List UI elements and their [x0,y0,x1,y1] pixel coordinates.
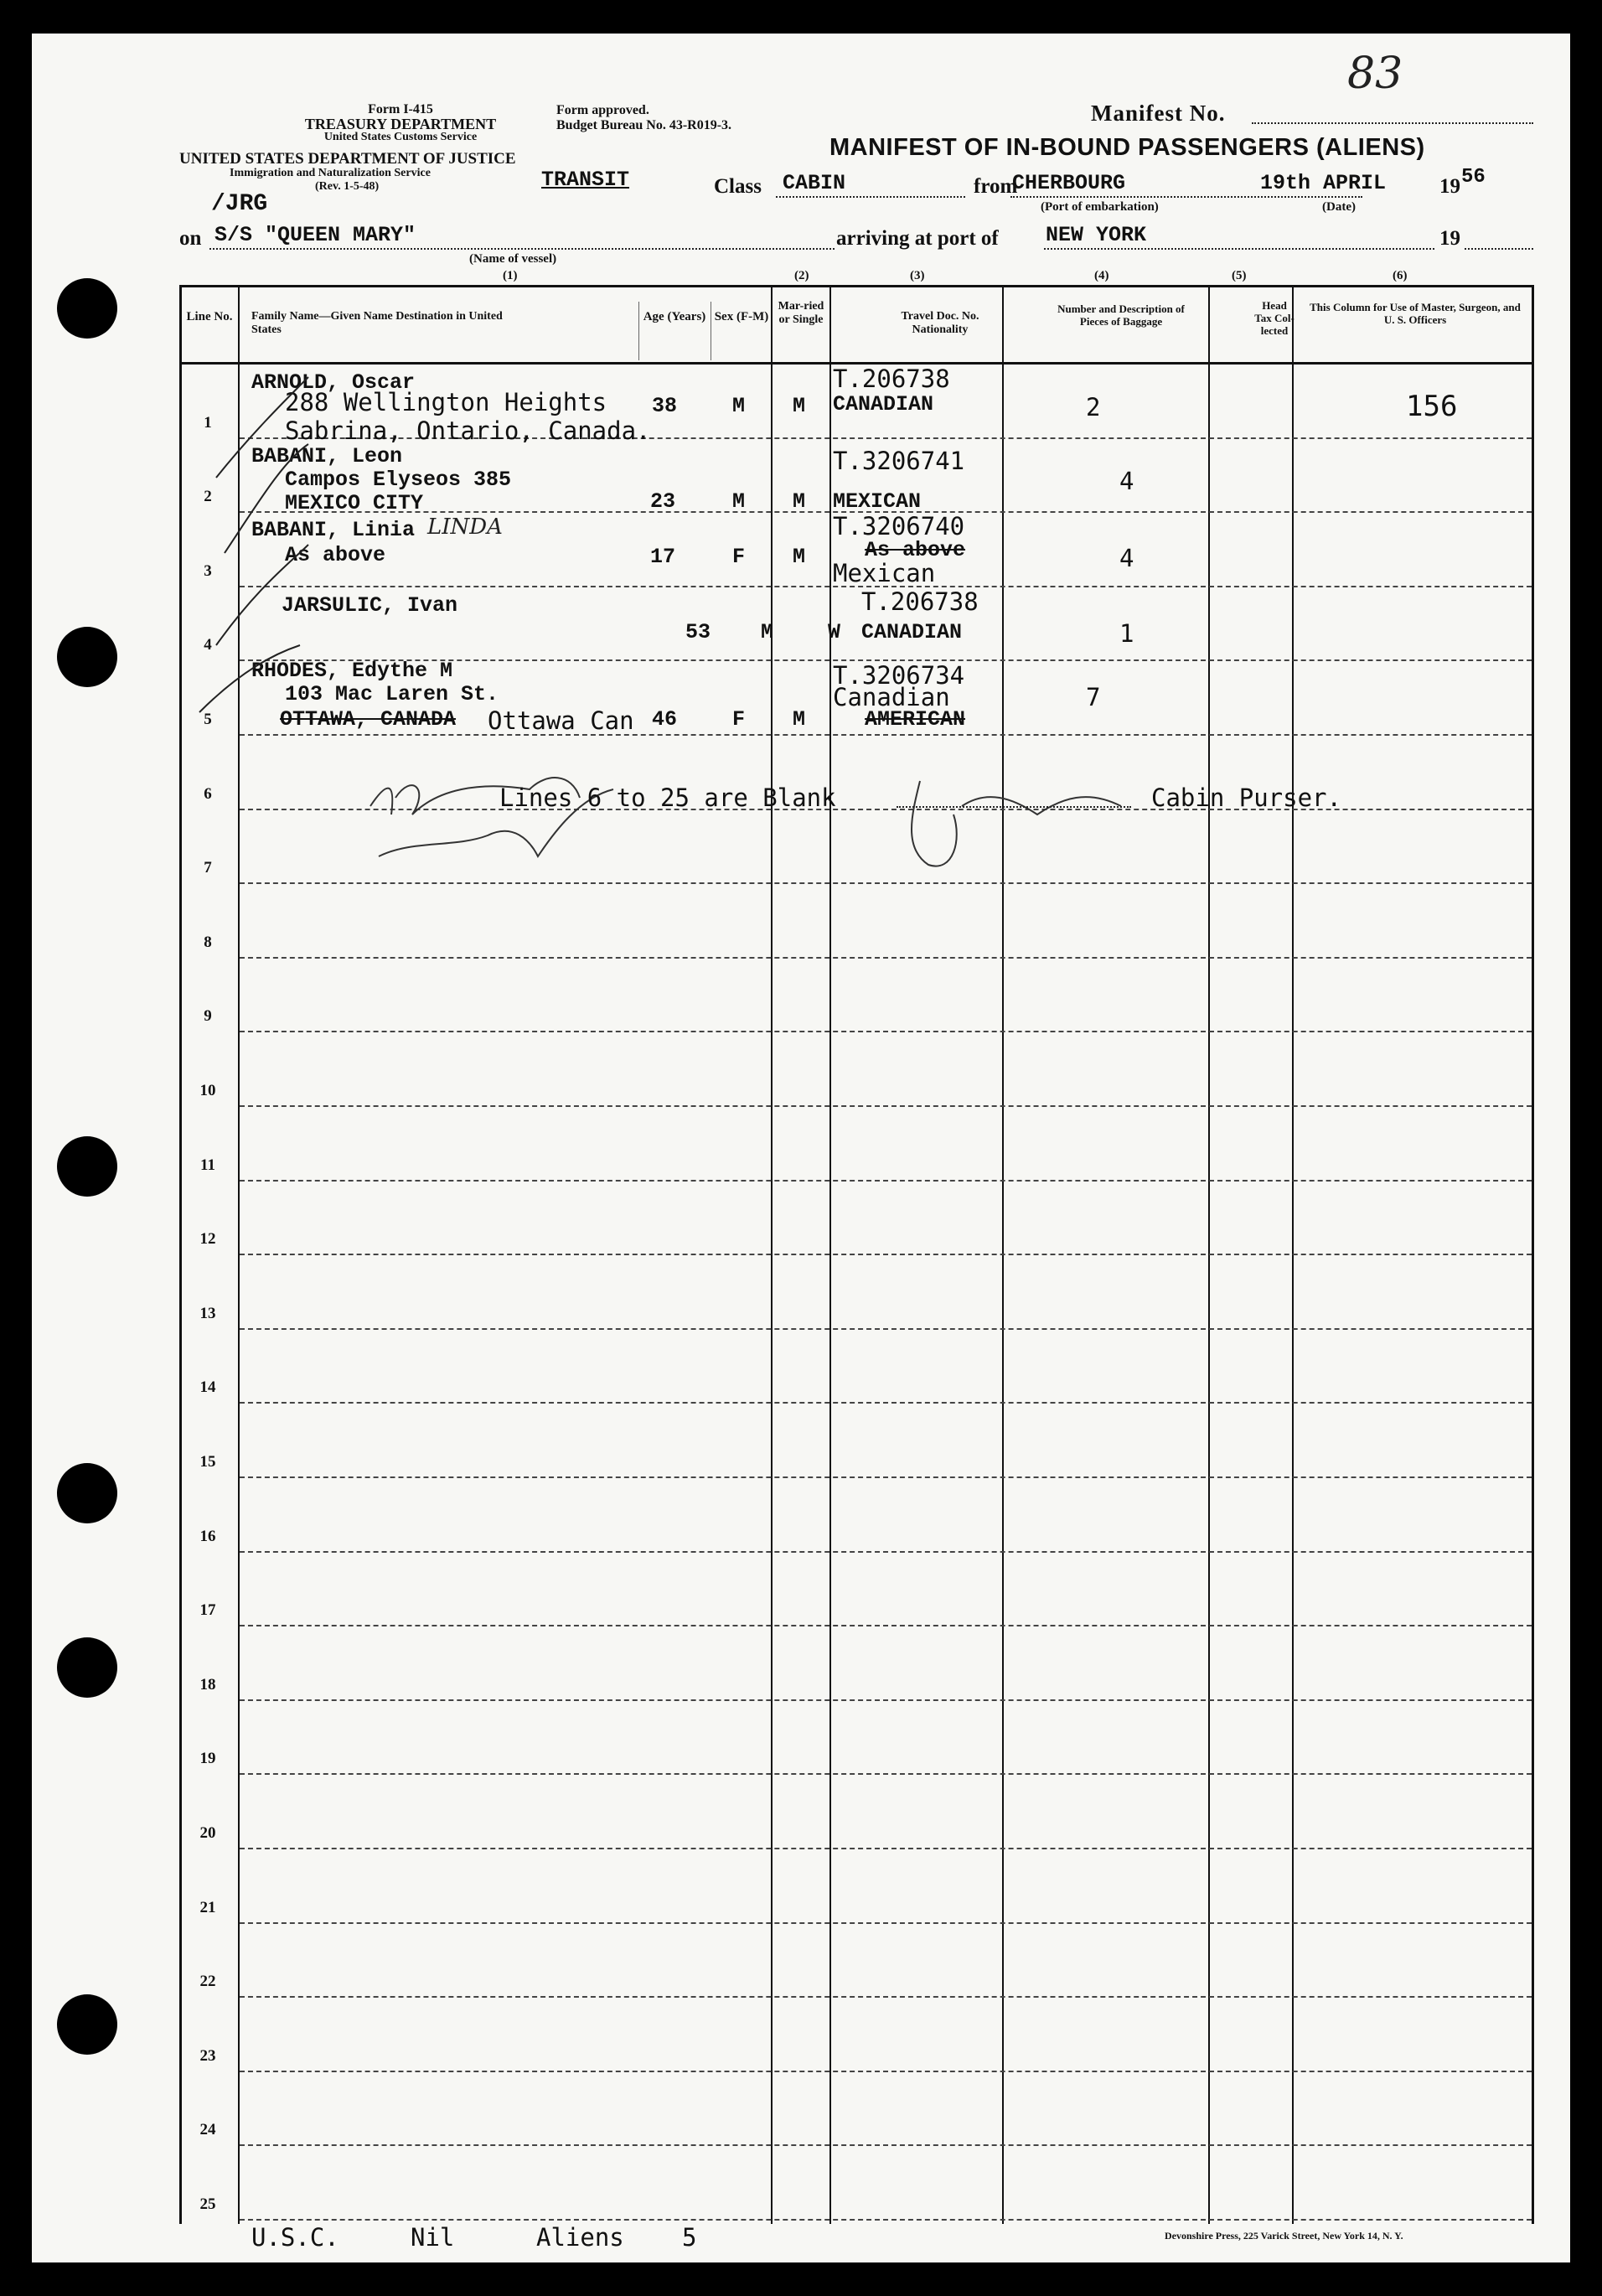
header-sex: Sex (F-M) [714,310,769,323]
table-row-separator [240,1180,1532,1182]
passenger-4-age: 53 [685,620,711,644]
passenger-2-age: 23 [650,489,676,514]
on-label: on [179,227,202,250]
vessel-line [209,248,835,250]
line-number: 7 [204,859,212,877]
customs-label: United States Customs Service [323,131,478,143]
check-mark [216,545,308,645]
colnum-1: (1) [503,269,518,282]
passenger-3-nationality: Mexican [833,559,936,587]
justice-label: UNITED STATES DEPARTMENT OF JUSTICE [179,150,516,168]
passenger-3-sex: F [732,545,746,569]
punch-hole [57,627,117,687]
table-row-separator [240,1922,1532,1924]
manifest-page [32,34,1570,2262]
footer-usc: U.S.C. [251,2223,339,2252]
printer-credit: Devonshire Press, 225 Varick Street, New York 14, N. Y. [1165,2230,1403,2242]
table-row-separator [240,734,1532,736]
table-row-separator [240,1402,1532,1404]
check-mark [199,645,300,712]
passenger-5-age: 46 [652,707,678,732]
passenger-4-marital: W [828,620,841,644]
table-row-separator [240,1551,1532,1553]
header-age: Age (Years) [643,310,706,323]
passenger-1-nationality: CANADIAN [833,392,934,416]
passenger-2-doc: T.3206741 [833,447,965,475]
check-marks [183,369,350,721]
punch-hole [57,1994,117,2055]
table-row-separator [240,1105,1532,1107]
passenger-1-marital: M [793,394,806,418]
passenger-4-nationality: CANADIAN [861,620,963,644]
header-travel-doc: Travel Doc. No. Nationality [901,310,979,337]
passenger-1-sex: M [732,394,746,418]
purser-label: Cabin Purser. [1151,783,1341,812]
arriving-label: arriving at port of [836,227,999,250]
header-baggage: Number and Description of Pieces of Baggage [1057,303,1185,328]
colnum-6: (6) [1393,269,1408,282]
punch-hole [57,1637,117,1698]
class-label: Class [714,175,762,198]
colnum-3: (3) [910,269,925,282]
passenger-2-baggage: 4 [1119,467,1134,495]
purser-signature-line [897,806,1131,808]
passenger-3-marital: M [793,545,806,569]
line-number: 16 [199,1527,216,1545]
manifest-title: MANIFEST OF IN-BOUND PASSENGERS (ALIENS) [829,134,1425,161]
line-number: 15 [199,1453,216,1471]
transit-label: TRANSIT [541,168,630,192]
class-line [776,196,965,198]
embark-date: 19th APRIL [1260,171,1387,195]
line-number: 19 [199,1750,216,1768]
passenger-3-name: BABANI, Linia [251,518,416,542]
passenger-2-sex: M [732,489,746,514]
check-mark [216,377,308,478]
passenger-1-officer-note: 156 [1406,390,1458,423]
table-top-border [179,285,1533,287]
vessel-name: S/S "QUEEN MARY" [214,223,416,247]
form-number: Form I-415 [368,102,433,116]
passenger-4-baggage: 1 [1119,619,1134,648]
line-number: 23 [199,2046,216,2065]
footer-aliens-count: 5 [682,2223,697,2252]
table-row-separator [240,2071,1532,2072]
line-number: 2 [204,488,212,506]
year-suffix: 56 [1461,166,1486,189]
header-officers: This Column for Use of Master, Surgeon, and U. S. Officers [1310,301,1521,326]
passenger-2-dest2: MEXICO CITY [285,491,424,515]
header-married: Mar-ried or Single [778,300,824,327]
table-right-border [1532,285,1534,2224]
line-number: 22 [199,1973,216,1991]
form-approved: Form approved. [556,103,649,117]
passenger-4-name: JARSULIC, Ivan [282,593,458,618]
table-row-separator [240,1773,1532,1775]
passenger-5-dest2-struck: OTTAWA, CANADA [280,707,457,732]
passenger-1-doc: T.206738 [833,365,950,393]
table-row-separator [240,1996,1532,1998]
class-value: CABIN [783,171,846,195]
line-number: 11 [200,1156,215,1174]
passenger-1-dest2: Sabrina, Ontario, Canada. [285,416,651,445]
line-number: 25 [199,2195,216,2213]
passenger-5-marital: M [793,707,806,732]
passenger-3-age: 17 [650,545,676,569]
passenger-1-baggage: 2 [1086,393,1101,421]
table-row-separator [240,882,1532,884]
line-number: 24 [199,2121,216,2139]
vessel-caption: (Name of vessel) [469,252,557,266]
table-row-separator [240,1328,1532,1330]
line-number: 5 [204,711,212,728]
passenger-2-marital: M [793,489,806,514]
colnum-2: (2) [794,269,809,282]
header-line-no: Line No. [186,310,233,323]
table-row-separator [240,1625,1532,1626]
line-number: 21 [199,1898,216,1916]
passenger-3-hand-note: LINDA [427,515,503,540]
passenger-5-dest1: 103 Mac Laren St. [285,682,499,706]
arrival-port: NEW YORK [1046,223,1147,247]
passenger-3-doc: T.3206740 [833,512,965,540]
arrival-line [1044,248,1434,250]
header-name: Family Name—Given Name Destination in United States [251,310,503,337]
line-number: 8 [204,933,212,951]
treasury-label: TREASURY DEPARTMENT [304,116,497,132]
table-left-border [179,285,182,2224]
table-row-separator [240,1031,1532,1032]
check-mark [225,444,308,553]
line-number: 12 [199,1230,216,1249]
port-line [1010,196,1362,198]
footer-aliens-label: Aliens [536,2223,624,2252]
year2-line [1465,248,1533,250]
passenger-5-name: RHODES, Edythe M [251,659,453,683]
manifest-corner-number: 83 [1347,49,1403,99]
budget-bureau: Budget Bureau No. 43-R019-3. [556,118,732,132]
table-row-separator [240,1476,1532,1478]
line-number: 6 [204,784,212,803]
line-number: 18 [199,1675,216,1694]
table-row-separator [240,1699,1532,1701]
punch-hole [57,278,117,339]
table-row-separator [240,2144,1532,2146]
passenger-2-nationality: MEXICAN [833,489,922,514]
passenger-5-nationality-struck: AMERICAN [865,707,966,732]
line-number: 10 [199,1082,216,1099]
ins-label: Immigration and Naturalization Service [230,167,431,179]
passenger-1-dest1: 288 Wellington Heights [285,388,607,416]
passenger-3-baggage: 4 [1119,544,1134,572]
line-number: 17 [199,1601,216,1620]
passenger-1-name: ARNOLD, Oscar [251,370,416,395]
passenger-5-nationality: Canadian [833,683,950,711]
year2: 19 [1439,227,1460,250]
passenger-4-sex: M [761,620,774,644]
footer-usc-value: Nil [411,2223,455,2252]
rev-label: (Rev. 1-5-48) [315,180,380,193]
passenger-2-dest1: Campos Elyseos 385 [285,468,512,492]
passenger-3-dest1: As above [285,543,386,567]
year-prefix: 19 [1439,175,1460,198]
passenger-1-age: 38 [652,394,678,418]
purser-signature [870,764,1171,882]
table-row-separator [240,2219,1532,2221]
punch-hole [57,1463,117,1523]
line-number: 20 [199,1824,216,1842]
embark-port: CHERBOURG [1012,171,1126,195]
header-head-tax: Head Tax Col-lected [1254,299,1295,337]
port-caption: (Port of embarkation) [1041,200,1159,214]
punch-hole [57,1136,117,1197]
passenger-5-baggage: 7 [1086,683,1101,711]
date-caption: (Date) [1322,200,1356,214]
table-row-separator [240,1848,1532,1849]
passenger-5-doc: T.3206734 [833,661,965,690]
initials: /JRG [211,191,268,217]
blank-lines-note: Lines 6 to 25 are Blank [499,783,836,812]
line-number: 14 [199,1378,216,1397]
officer-signature [362,764,647,882]
line-number: 4 [204,636,212,654]
from-label: from [974,175,1018,198]
manifest-no-line [1252,122,1533,124]
manifest-no-label: Manifest No. [1091,101,1226,126]
line-number: 13 [199,1304,216,1322]
passenger-3-nationality-struck: As above [865,538,966,562]
line-number: 9 [204,1007,212,1026]
colnum-5: (5) [1232,269,1247,282]
colnum-4: (4) [1094,269,1109,282]
table-row-separator [240,957,1532,959]
table-row-separator [240,1254,1532,1255]
passenger-5-dest2-note: Ottawa Can [488,706,634,735]
signature-stroke [912,781,1121,866]
passenger-5-sex: F [732,707,746,732]
line-number: 3 [204,561,212,580]
passenger-2-name: BABANI, Leon [251,444,403,468]
passenger-4-doc: T.206738 [861,587,979,616]
line-number: 1 [204,413,212,432]
